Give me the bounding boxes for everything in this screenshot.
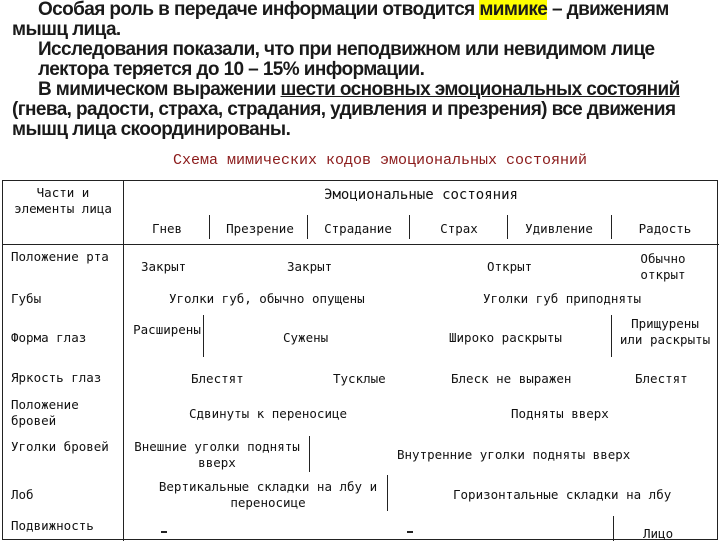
cell-brows-positive: Подняты вверх [511, 406, 609, 421]
cell-brightness-anger-contempt: Блестят [191, 371, 244, 386]
cell-brightness-joy: Блестят [635, 371, 688, 386]
row-label-mobility: Подвижность [11, 518, 94, 533]
underlined-phrase: шести основных эмоциональных состояний [280, 79, 680, 100]
row-label-eye-brightness: Яркость глаз [11, 370, 102, 385]
cell-lips-positive: Уголки губ приподняты [483, 291, 642, 306]
cell-brightness-fear-surprise: Блеск не выражен [451, 371, 572, 386]
cell-mobility-joy: Лицо [643, 526, 674, 541]
cell-eyes-anger: Расширены [133, 322, 201, 337]
row-label-brow-corners: Уголки бровей [11, 439, 109, 454]
row-label-mouth: Положение рта [11, 249, 109, 264]
cut-off-text-mark [407, 531, 413, 533]
emotion-surprise: Удивление [525, 221, 593, 236]
intro-p1-prefix: Особая роль в передаче информации отводится [38, 0, 480, 20]
cell-eyes-joy: Прищурены или раскрыты [619, 316, 711, 347]
row-divider [3, 244, 719, 245]
cell-divider [387, 475, 388, 511]
schema-title: Схема мимических кодов эмоциональных состояний [172, 152, 588, 169]
header-divider [507, 215, 508, 239]
cell-brows-negative: Сдвинуты к переносице [189, 406, 348, 421]
emotion-contempt: Презрение [226, 221, 294, 236]
cell-divider [309, 436, 310, 472]
intro-p1-suffix: – движениям мышц лица. [12, 0, 669, 40]
header-divider [307, 215, 308, 239]
emotion-anger: Гнев [151, 221, 183, 236]
facial-codes-table [2, 180, 718, 540]
cut-off-text-mark [161, 531, 167, 533]
cell-brow-corners-negative: Внешние уголки подняты вверх [134, 439, 300, 470]
highlighted-word: мимике [479, 0, 548, 20]
row-label-eye-shape: Форма глаз [11, 330, 87, 345]
corner-header: Части и элементы лица [14, 185, 112, 216]
cell-brightness-suffering: Тусклые [333, 371, 386, 386]
emotion-fear: Страх [440, 221, 478, 236]
intro-paragraph-1 [12, 0, 712, 40]
header-divider [611, 215, 612, 239]
intro-text [12, 0, 712, 140]
cell-brow-corners-positive: Внутренние уголки подняты вверх [397, 447, 631, 462]
intro-p3-suffix: (гнева, радости, страха, страдания, удивления и презрения) все движения мышц лица скоординированы. [12, 99, 676, 140]
column-divider [123, 181, 124, 541]
group-header: Эмоциональные состояния [324, 187, 518, 203]
row-label-forehead: Лоб [11, 487, 34, 502]
cell-forehead-negative: Вертикальные складки на лбу и переносице [158, 479, 378, 510]
cell-divider [203, 315, 204, 357]
intro-paragraph-2: Исследования показали, что при неподвижном или невидимом лице лектора теряется до 10 – 15% информации. [38, 39, 655, 80]
header-divider [209, 215, 210, 239]
emotion-suffering: Страдание [324, 221, 392, 236]
cell-mouth-joy: Обычно открыт [640, 251, 686, 282]
emotion-joy: Радость [638, 221, 692, 236]
cell-eyes-contempt-suffering: Сужены [283, 330, 329, 345]
intro-paragraph-3 [12, 80, 712, 140]
cell-divider [613, 516, 614, 541]
cell-forehead-positive: Горизонтальные складки на лбу [453, 487, 672, 502]
cell-mouth-fear-surprise: Открыт [487, 259, 533, 274]
cell-lips-negative: Уголки губ, обычно опущены [169, 291, 365, 306]
cell-divider [611, 315, 612, 357]
cell-eyes-fear-surprise: Широко раскрыты [449, 330, 562, 345]
row-label-brow-position: Положение бровей [11, 397, 79, 428]
header-divider [409, 215, 410, 239]
cell-mouth-contempt-suffering: Закрыт [287, 259, 333, 274]
row-label-lips: Губы [11, 291, 42, 306]
cell-mouth-anger: Закрыт [141, 259, 187, 274]
intro-p3-prefix: В мимическом выражении [38, 79, 281, 100]
